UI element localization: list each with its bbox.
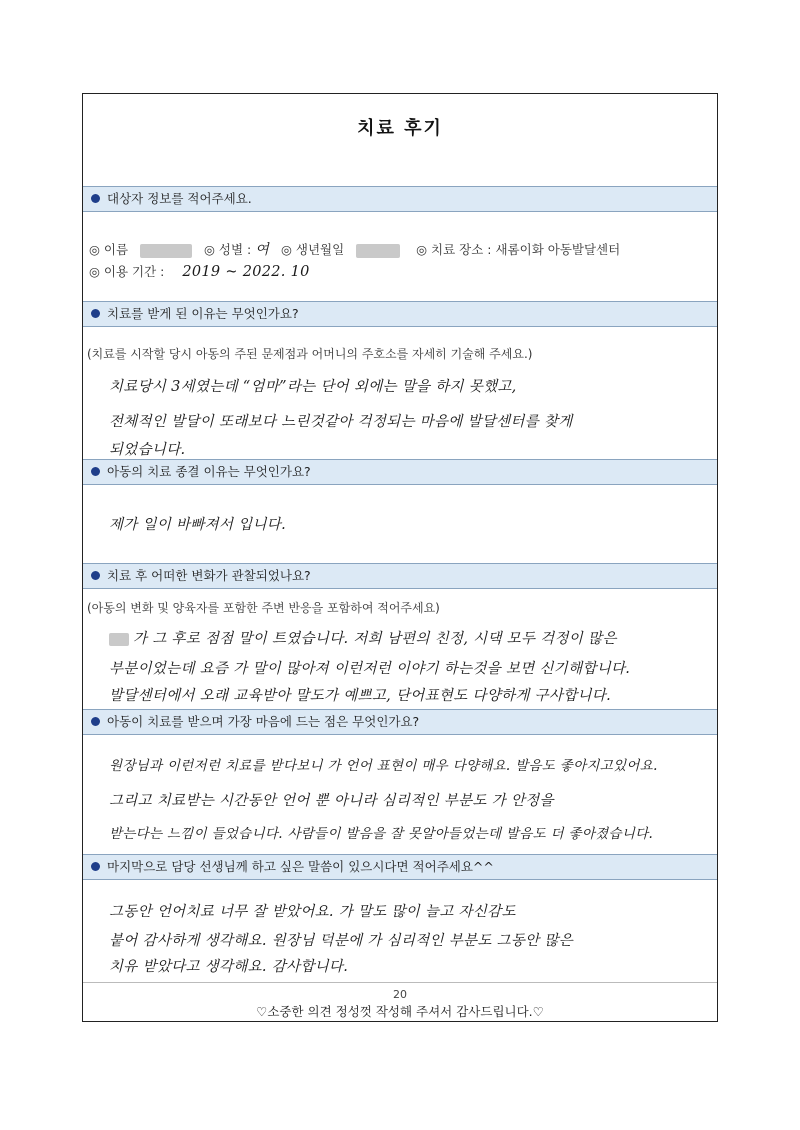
bullet-icon bbox=[91, 467, 100, 476]
changes-answer-line: 부분이었는데 요즘 가 말이 많아져 이런저런 이야기 하는것을 보면 신기해합니다. bbox=[109, 661, 631, 677]
reason-answer-line: 되었습니다. bbox=[109, 442, 186, 458]
section-header-info: 대상자 정보를 적어주세요. bbox=[83, 186, 717, 212]
message-answer-line: 붙어 감사하게 생각해요. 원장님 덕분에 가 심리적인 부분도 그동안 많은 bbox=[109, 933, 573, 949]
changes-answer-line: 가 그 후로 점점 말이 트였습니다. 저희 남편의 친정, 시댁 모두 걱정이 많은 bbox=[109, 627, 617, 648]
end-reason-answer: 제가 일이 바빠져서 입니다. bbox=[109, 517, 287, 533]
section-header-message: 마지막으로 담당 선생님께 하고 싶은 말씀이 있으시다면 적어주세요^^ bbox=[83, 854, 717, 880]
reason-answer-line: 전체적인 발달이 또래보다 느린것같아 걱정되는 마음에 발달센터를 찾게 bbox=[109, 414, 573, 430]
changes-answer-line: 발달센터에서 오래 교육받아 말도가 예쁘고, 단어표현도 다양하게 구사합니다. bbox=[109, 688, 612, 704]
changes-instruction: (아동의 변화 및 양육자를 포함한 주변 반응을 포함하여 적어주세요) bbox=[87, 601, 440, 615]
redacted-child-name bbox=[109, 633, 129, 646]
favorite-answer-line: 원장님과 이런저런 치료를 받다보니 가 언어 표현이 매우 다양해요. 발음도 좋아지고있어요. bbox=[109, 758, 658, 774]
favorite-answer-line: 받는다는 느낌이 들었습니다. 사람들이 발음을 잘 못알아들었는데 발음도 더 좋아졌습니다. bbox=[109, 826, 654, 842]
bullet-icon bbox=[91, 194, 100, 203]
message-answer-line: 치유 받았다고 생각해요. 감사합니다. bbox=[109, 959, 349, 975]
bullet-icon bbox=[91, 309, 100, 318]
section-header-favorite: 아동이 치료를 받으며 가장 마음에 드는 점은 무엇인가요? bbox=[83, 709, 717, 735]
redacted-birthdate bbox=[356, 244, 400, 258]
page-title: 치료 후기 bbox=[357, 118, 443, 139]
page-number: 20 bbox=[393, 988, 407, 1001]
info-row-2: ◎ 이용 기간 : 2019 ~ 2022. 10 bbox=[89, 264, 310, 280]
message-answer-line: 그동안 언어치료 너무 잘 받았어요. 가 말도 많이 늘고 자신감도 bbox=[109, 904, 516, 920]
footer-divider bbox=[83, 982, 717, 983]
info-row-1: ◎ 이름 ◎ 성별 : 여 ◎ 생년월일 ◎ 치료 장소 : 새롬이화 아동발달센터 bbox=[89, 242, 621, 258]
section-header-end-reason: 아동의 치료 종결 이유는 무엇인가요? bbox=[83, 459, 717, 485]
redacted-name bbox=[140, 244, 192, 258]
footer-thanks: ♡소중한 의견 정성껏 작성해 주셔서 감사드립니다.♡ bbox=[256, 1004, 544, 1019]
favorite-answer-line: 그리고 치료받는 시간동안 언어 뿐 아니라 심리적인 부분도 가 안정을 bbox=[109, 793, 554, 809]
review-form bbox=[82, 93, 718, 1022]
bullet-icon bbox=[91, 862, 100, 871]
bullet-icon bbox=[91, 717, 100, 726]
section-header-reason: 치료를 받게 된 이유는 무엇인가요? bbox=[83, 301, 717, 327]
section-header-changes: 치료 후 어떠한 변화가 관찰되었나요? bbox=[83, 563, 717, 589]
reason-answer-line: 치료당시 3세였는데 “엄마”라는 단어 외에는 말을 하지 못했고, bbox=[109, 379, 517, 395]
bullet-icon bbox=[91, 571, 100, 580]
reason-instruction: (치료를 시작할 당시 아동의 주된 문제점과 어머니의 주호소를 자세히 기술해 주세요.) bbox=[87, 347, 533, 361]
